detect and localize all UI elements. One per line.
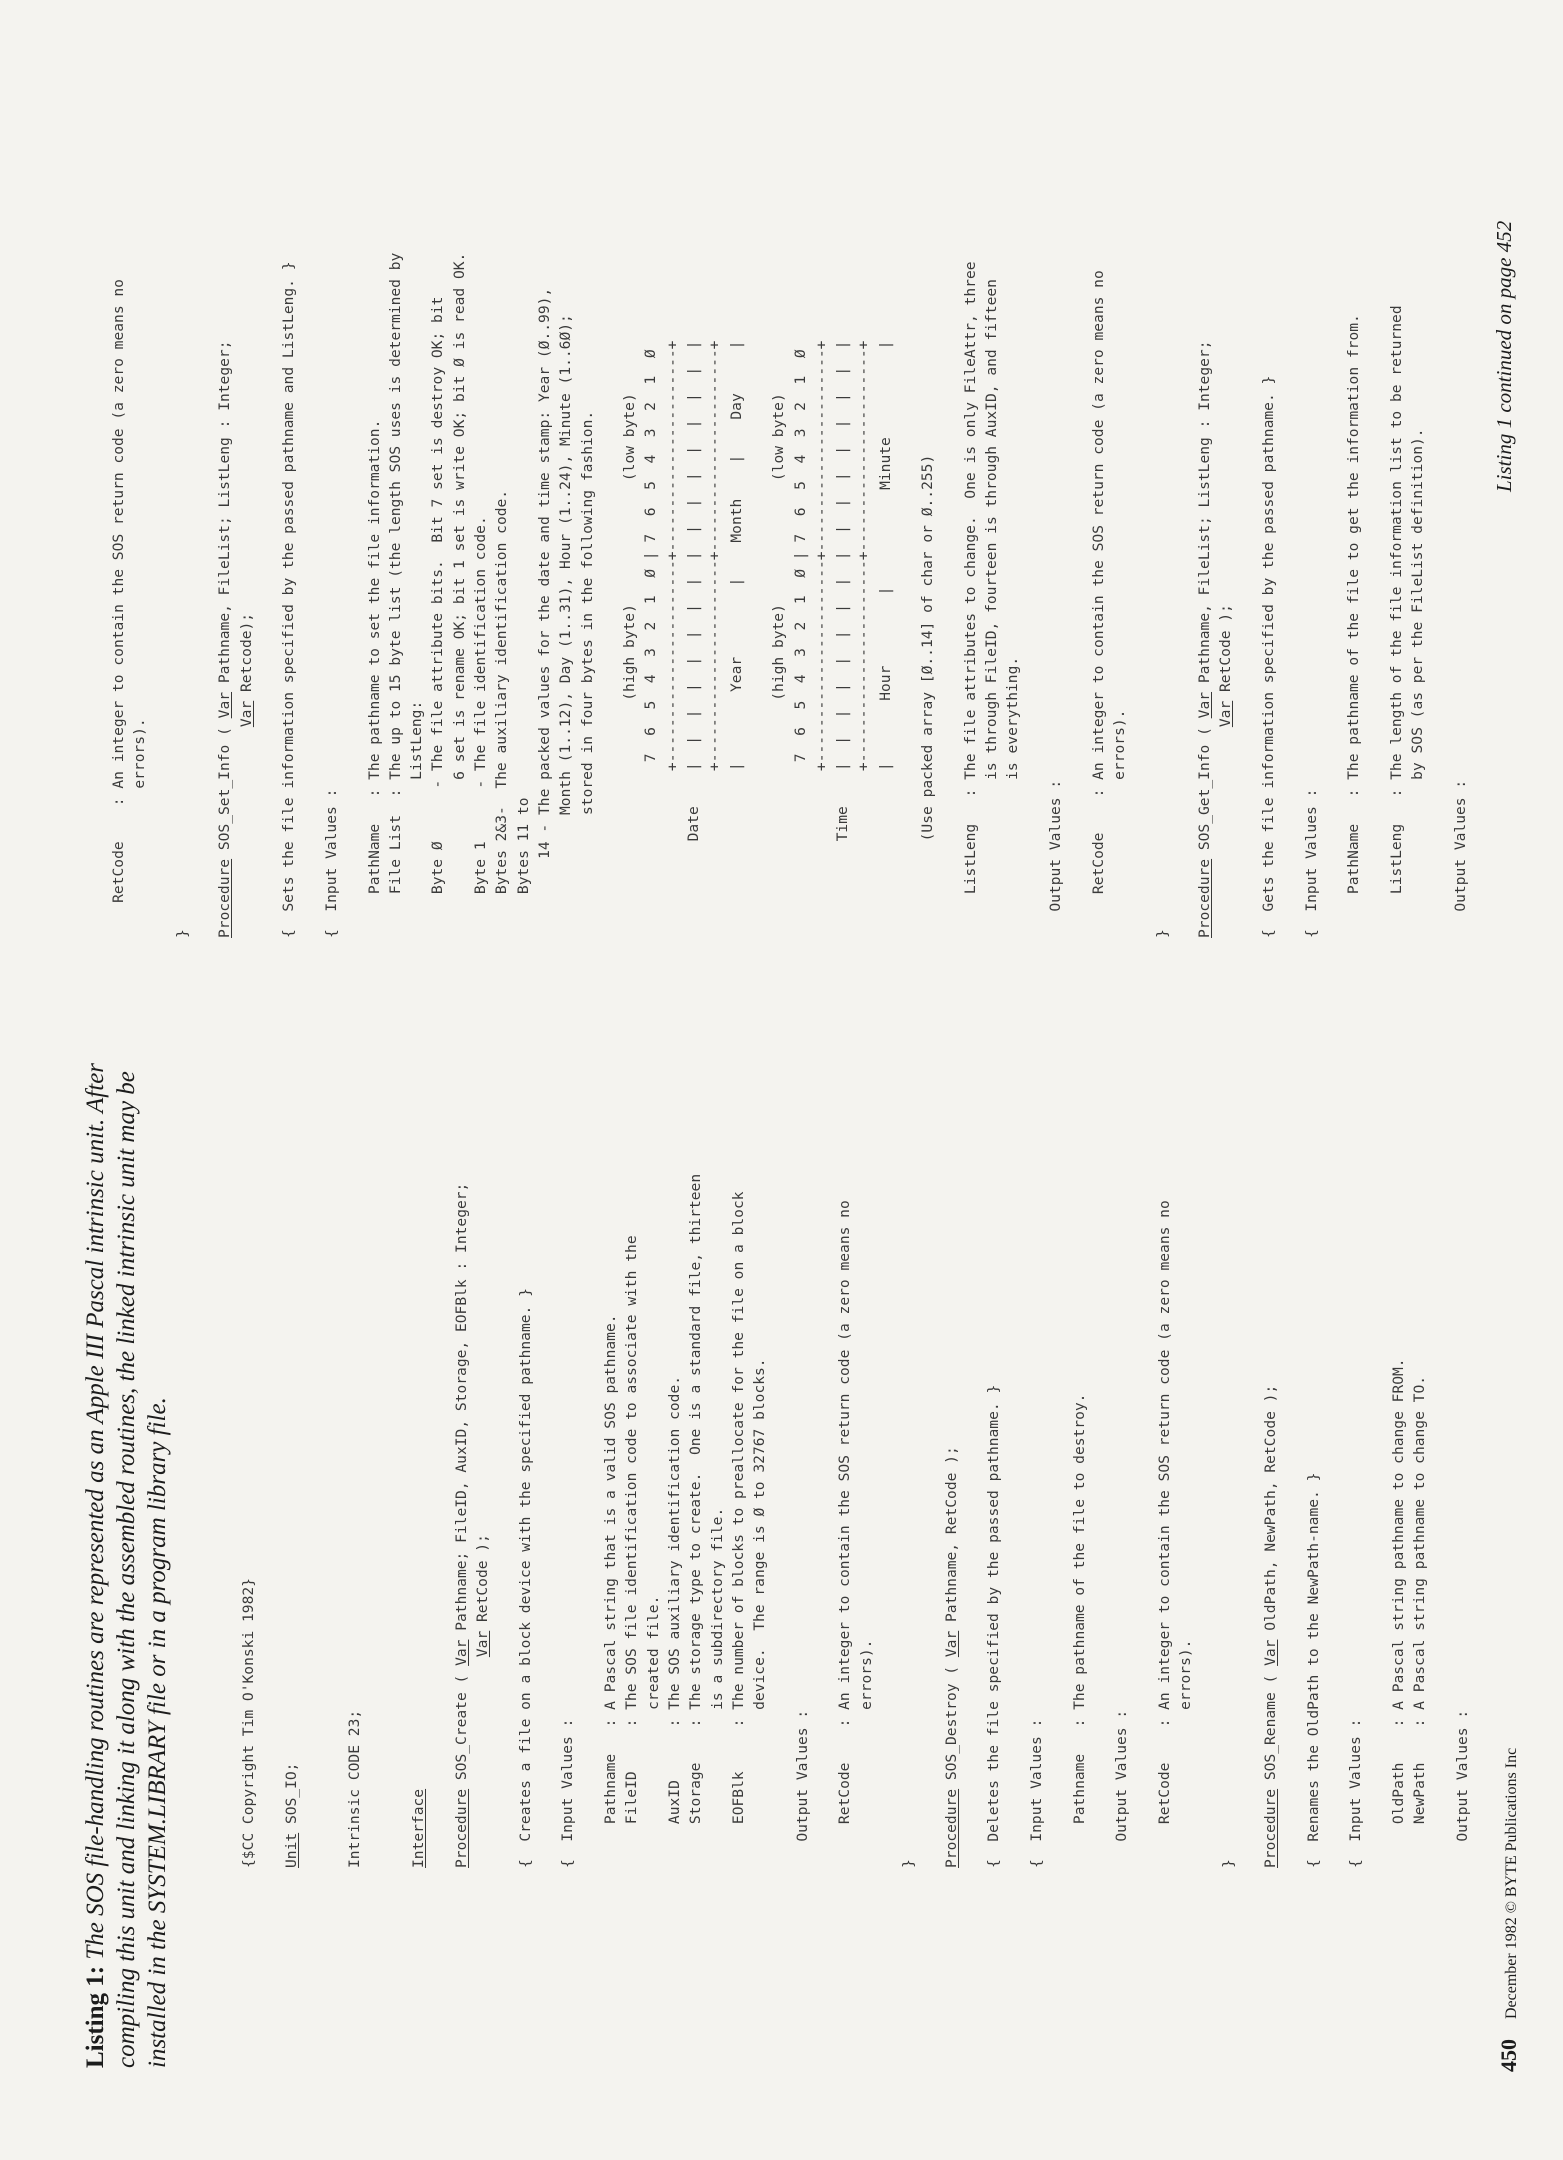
code-line: File List : The up to 15 byte list (the length SOS uses is determined by (386, 252, 404, 938)
code-line: +-----------------------+-----------------------+ (706, 340, 724, 938)
code-line: { Input Values : (322, 788, 340, 938)
code-line (323, 1174, 344, 1868)
code-line: created file. (644, 1595, 662, 1868)
code-line (302, 1174, 323, 1868)
code-line: | Year | Month | Day | (727, 340, 745, 938)
code-line: ListLeng : The file attributes to change. One is only FileAttr, three (961, 261, 979, 938)
code-line (1196, 1174, 1217, 1868)
code-line: Unit SOS_IO; (282, 1762, 300, 1868)
code-line (430, 1174, 451, 1868)
listing-caption (80, 1018, 173, 2068)
code-line: Date | | | | | | | | | | | | | | | | | (685, 340, 703, 938)
code-line: Pathname : The pathname of the file to destroy. (1070, 1393, 1088, 1868)
code-line: } (900, 1859, 918, 1868)
code-line: Output Values : (1453, 1709, 1471, 1868)
code-line: } (1219, 1859, 1237, 1868)
code-line (813, 1174, 834, 1868)
code-line (962, 1174, 983, 1868)
code-line: { Renames the OldPath to the NewPath-name. } (1304, 1472, 1322, 1868)
code-line: Var Retcode); (237, 612, 255, 728)
code-line: ListLeng : The length of the file information list to be returned (1387, 305, 1405, 938)
code-line: AuxID : The SOS auxiliary identification code. (665, 1375, 683, 1868)
code-line: Bytes 2&3- The auxiliary identification code. (493, 489, 511, 938)
code-line: stored in four bytes in the following fashion. (578, 410, 596, 938)
code-line (770, 1174, 791, 1868)
code-line: errors). (131, 718, 149, 938)
code-line: 7 6 5 4 3 2 1 Ø | 7 6 5 4 3 2 1 Ø (791, 349, 809, 938)
code-line: Output Values : (793, 1709, 811, 1868)
code-line: Time | | | | | | | | | | | | | | | | | (834, 340, 852, 938)
code-line (939, 253, 960, 938)
code-line (387, 1174, 408, 1868)
code-line: { Sets the file information specified by the passed pathname and ListLeng. } (280, 261, 298, 938)
code-line (877, 1174, 898, 1868)
code-line (1173, 253, 1194, 938)
code-line: FileID : The SOS file identification code to associate with the (623, 1235, 641, 1868)
code-line (1428, 253, 1449, 938)
code-line: } (173, 929, 191, 938)
code-line: } (1153, 929, 1171, 938)
code-line: {$CC Copyright Tim O'Konski 1982} (240, 1578, 257, 1868)
code-line: Pathname : A Pascal string that is a valid SOS pathname. (602, 1314, 620, 1868)
code-line: Output Values : (1047, 779, 1065, 938)
code-line: (Use packed array [Ø..14] of char or Ø..255) (919, 454, 937, 938)
code-line: { Input Values : (1347, 1718, 1365, 1868)
code-line: Byte Ø - The file attribute bits. Bit 7 set is destroy OK; bit (429, 296, 447, 938)
code-line (1090, 1174, 1111, 1868)
code-line (1132, 1174, 1153, 1868)
code-line: +-----------------------+-----------------------+ (855, 340, 873, 938)
continued-note: Listing 1 continued on page 452 (1492, 220, 1516, 492)
code-line (494, 1174, 515, 1868)
code-line (300, 253, 321, 938)
code-line: +-----------------------+-----------------------+ (663, 340, 681, 938)
code-line: { Input Values : (559, 1718, 577, 1868)
code-line: RetCode : An integer to contain the SOS return code (a zero means no (1155, 1200, 1173, 1868)
code-line: errors). (1177, 1639, 1195, 1868)
caption-text: The SOS file-handling routines are represented as an Apple III Pascal intrinsic unit. After compiling this unit and linking it along with the assembled routines, the linked intrinsic unit may be installed in the SYSTEM.LIBRARY file or in a program library file. (82, 1062, 171, 2068)
code-line (1322, 253, 1343, 938)
code-line: RetCode : An integer to contain the SOS return code (a zero means no (836, 1200, 854, 1868)
code-line: Byte 1 - The file identification code. (472, 516, 490, 938)
code-line (193, 253, 214, 938)
code-line (1239, 1174, 1260, 1868)
code-line: 7 6 5 4 3 2 1 Ø | 7 6 5 4 3 2 1 Ø (642, 349, 660, 938)
code-line (1047, 1174, 1068, 1868)
code-line (1365, 253, 1386, 938)
code-line: is everything. (1004, 656, 1022, 938)
code-line: { Creates a file on a block device with the specified pathname. } (516, 1288, 534, 1868)
code-line (1282, 1174, 1303, 1868)
code-line: errors). (1110, 709, 1128, 938)
publication-info: December 1982 © BYTE Publications Inc (1503, 1747, 1520, 2019)
code-line: Var RetCode ); (1217, 604, 1235, 728)
code-line (366, 1174, 387, 1868)
code-line: Storage : The storage type to create. One is a standard file, thirteen (687, 1173, 705, 1868)
code-line: Procedure SOS_Rename ( Var OldPath, NewPath, RetCode ); (1262, 1384, 1280, 1868)
code-line: +-----------------------+-----------------------+ (812, 340, 830, 938)
code-line (536, 1174, 557, 1868)
code-line: Procedure SOS_Set_Info ( Var Pathname, FileList; ListLeng : Integer; (216, 340, 234, 938)
code-line (1237, 253, 1258, 938)
code-line: Procedure SOS_Destroy ( Var Pathname, RetCode ); (942, 1446, 960, 1868)
code-line: RetCode : An integer to contain the SOS return code (a zero means no (110, 279, 127, 938)
code-line: ListLeng: (408, 700, 426, 938)
caption-label: Listing 1: (82, 1965, 109, 2068)
code-line: errors). (857, 1639, 875, 1868)
code-line: (high byte) (low byte) (770, 393, 788, 938)
code-line: { Deletes the file specified by the passed pathname. } (985, 1384, 1003, 1868)
code-line (1324, 1174, 1345, 1868)
code-line: Bytes 11 to (514, 797, 532, 938)
code-line (1431, 1174, 1452, 1868)
code-line: Output Values : (1451, 779, 1469, 938)
code-line: OldPath : A Pascal string pathname to change FROM. (1390, 1358, 1408, 1868)
code-line: EOFBlk : The number of blocks to preallocate for the file on a block (729, 1191, 747, 1868)
code-line (747, 253, 768, 938)
code-line: PathName : The pathname to set the file information. (365, 419, 383, 938)
code-line: 14 - The packed values for the date and time stamp: Year (Ø..99), (535, 287, 553, 938)
listing-right-column (108, 253, 1471, 938)
code-line: | Hour | Minute | (876, 340, 894, 938)
code-line (598, 253, 619, 938)
code-line: Output Values : (1113, 1709, 1131, 1868)
listing-left-column (238, 1174, 1473, 1868)
code-line: Var RetCode ); (474, 1534, 492, 1658)
code-line: NewPath : A Pascal string pathname to change TO. (1411, 1375, 1429, 1868)
code-line: Month (1..12), Day (1..31), Hour (1..24), Minute (1..6Ø); (557, 314, 575, 938)
code-line: RetCode : An integer to contain the SOS return code (a zero means no (1089, 270, 1107, 938)
code-line (1367, 1174, 1388, 1868)
code-line: { Gets the file information specified by the passed pathname. } (1260, 375, 1278, 938)
page-footer (1496, 1748, 1522, 2072)
code-line (896, 253, 917, 938)
code-line: is through FileID, fourteen is through AuxID, and fifteen (983, 279, 1001, 938)
code-line (579, 1174, 600, 1868)
code-line (1130, 253, 1151, 938)
code-line: Intrinsic CODE 23; (346, 1709, 364, 1868)
code-line (1024, 253, 1045, 938)
code-line (1005, 1174, 1026, 1868)
code-line: (high byte) (low byte) (621, 393, 639, 938)
code-line (1066, 253, 1087, 938)
code-line: Interface (410, 1788, 428, 1868)
code-line: 6 set is rename OK; bit 1 set is write OK; bit Ø is read OK. (450, 252, 468, 938)
code-line (920, 1174, 941, 1868)
code-line: by SOS (as per the FileList definition). (1409, 428, 1427, 938)
code-line: { Input Values : (1302, 788, 1320, 938)
code-line (257, 253, 278, 938)
code-line: Procedure SOS_Create ( Var Pathname; FileID, AuxID, Storage, EOFBlk : Integer; (452, 1182, 470, 1868)
code-line (259, 1174, 280, 1868)
code-line (342, 253, 363, 938)
code-line: is a subdirectory file. (708, 1507, 726, 1868)
code-line: Procedure SOS_Get_Info ( Var Pathname, FileList; ListLeng : Integer; (1196, 340, 1214, 938)
code-line: PathName : The pathname of the file to get the information from. (1345, 314, 1363, 938)
code-line: { Input Values : (1027, 1718, 1045, 1868)
page-number: 450 (1496, 2039, 1521, 2072)
code-line (1279, 253, 1300, 938)
code-line (151, 253, 172, 938)
code-line: device. The range is Ø to 32767 blocks. (751, 1358, 769, 1868)
